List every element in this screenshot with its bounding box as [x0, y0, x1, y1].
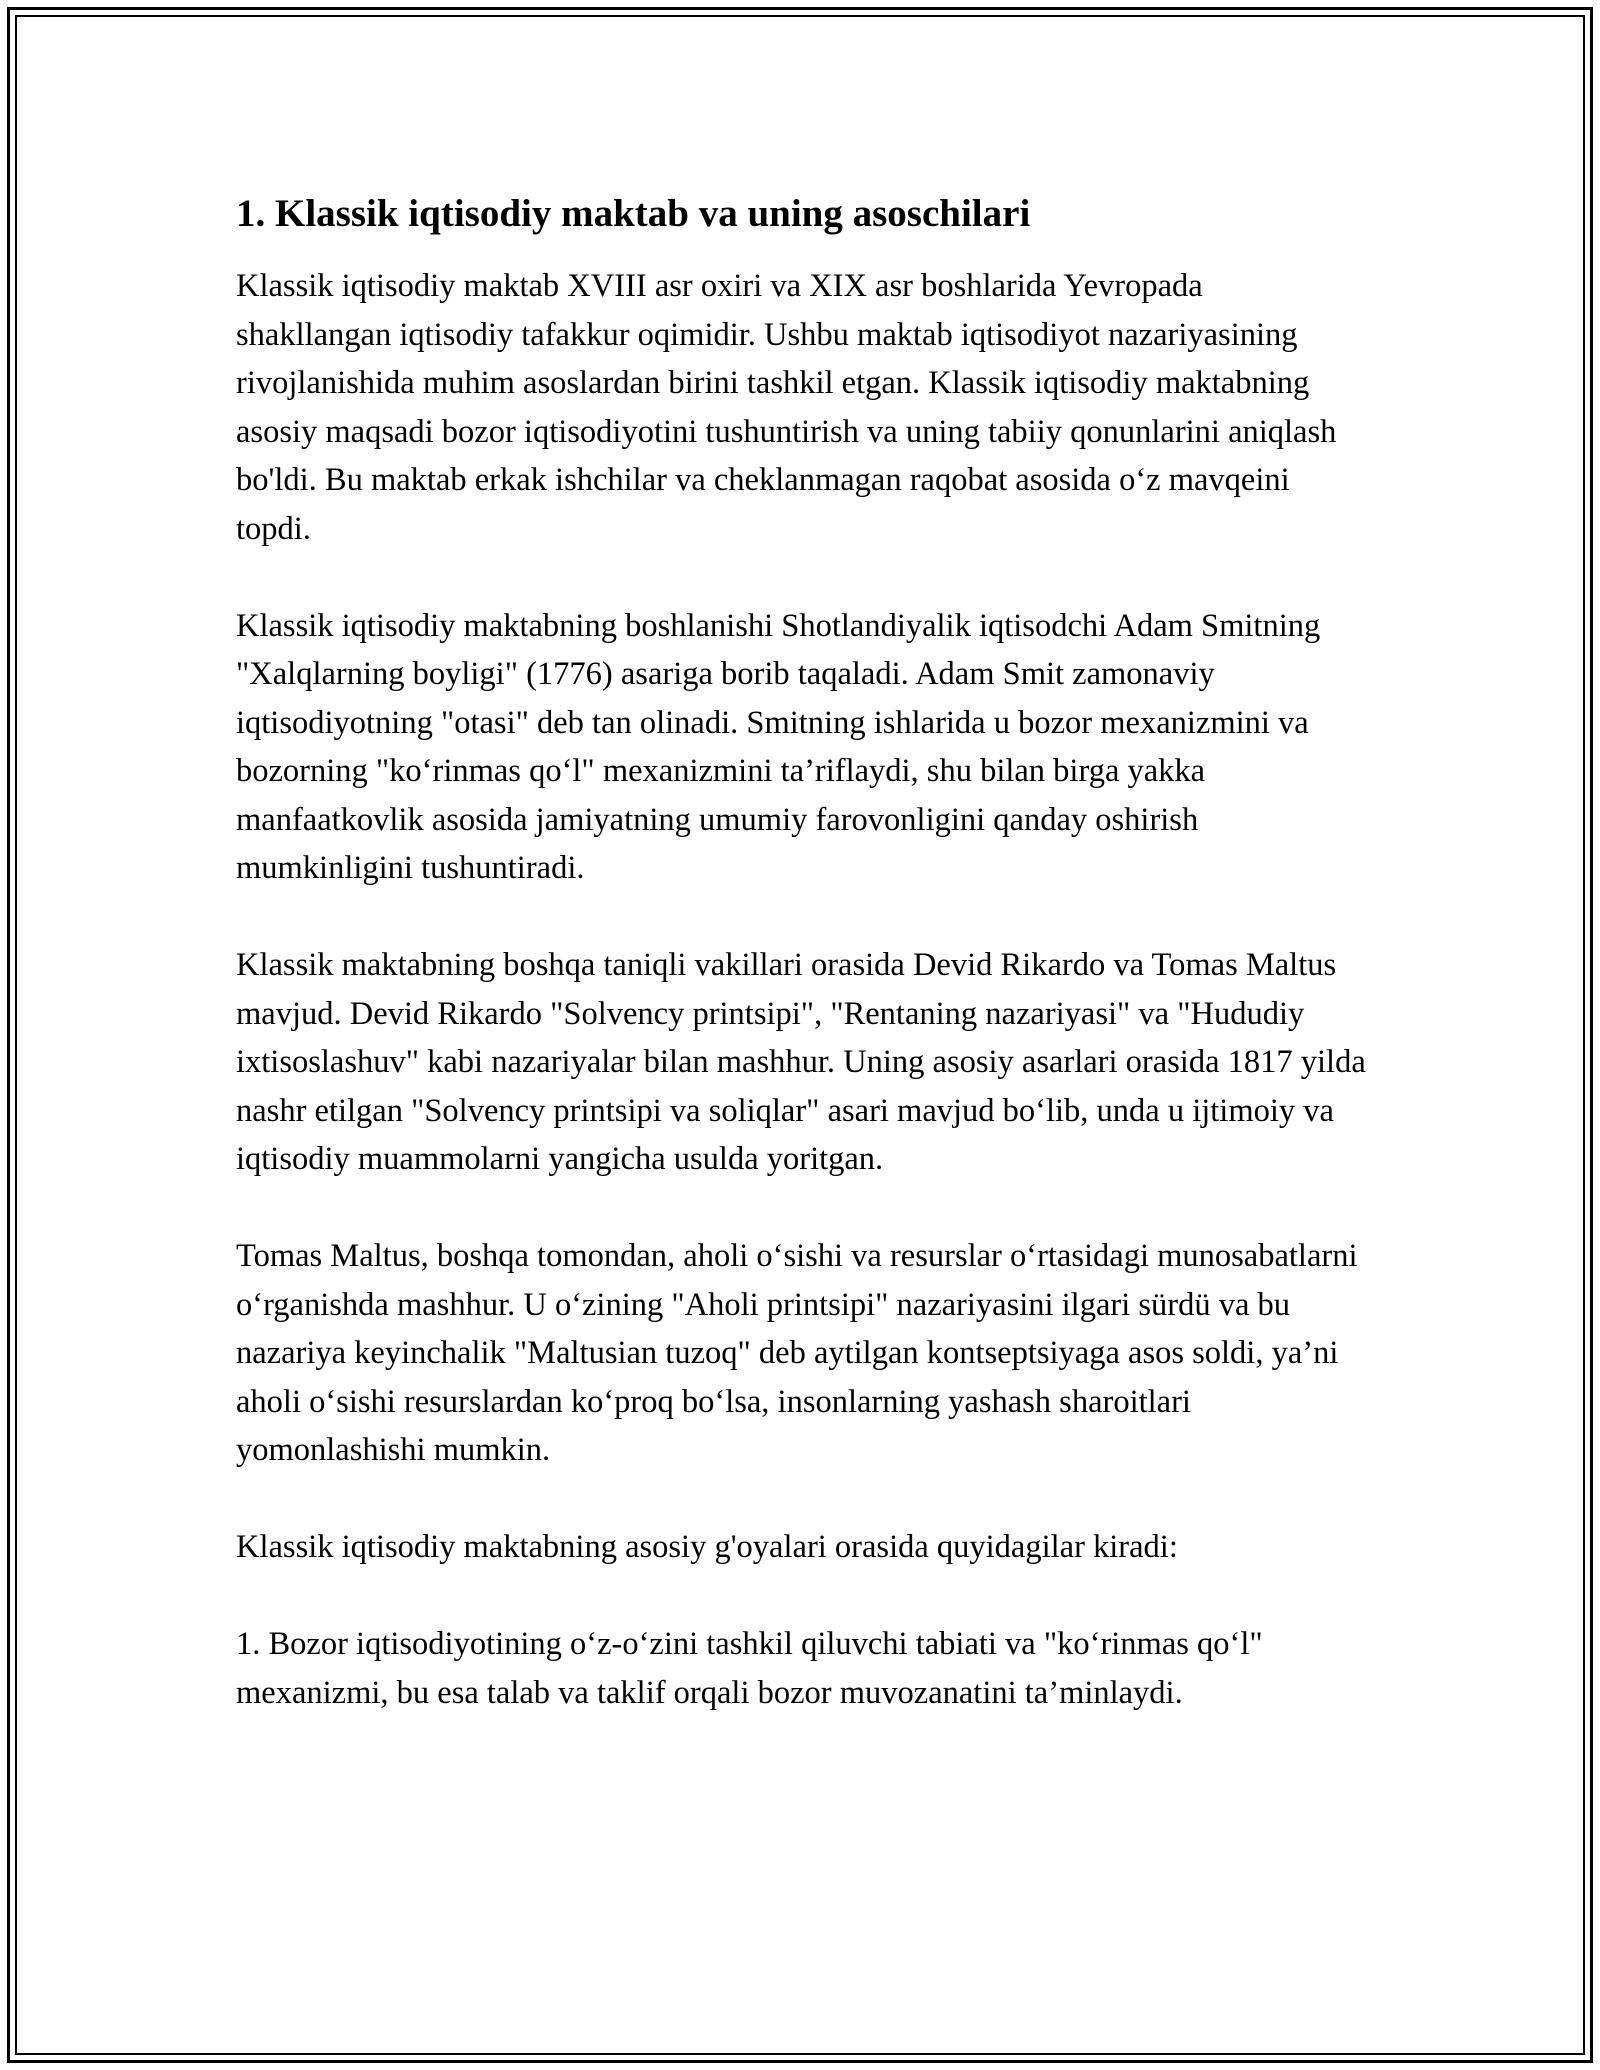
paragraph: Klassik iqtisodiy maktabning asosiy g'oyalari orasida quyidagilar kiradi: [236, 1529, 1178, 1565]
section-title: 1. Klassik iqtisodiy maktab va uning asoschilari [236, 192, 1031, 235]
paragraph: Klassik maktabning boshqa taniqli vakillari orasida Devid Rikardo va Tomas Maltus mavjud. Devid Rikardo "Solvency printsipi", "Rentaning nazariyasi" va "Hududiy ixtisoslashuv" kabi nazariyalar bilan mashhur. Uning asosiy asarlari orasida 1817 yilda nashr etilgan "Solvency printsipi va soliqlar" asari mavjud bo‘lib, unda u ijtimoiy va iqtisodiy muammolarni yangicha usulda yoritgan. [236, 947, 1366, 1177]
paragraph: Tomas Maltus, boshqa tomondan, aholi o‘sishi va resurslar o‘rtasidagi munosabatlarni o‘rganishda mashhur. U o‘zining "Aholi printsipi" nazariyasini ilgari sürdü va bu nazariya keyinchalik "Maltusian tuzoq" deb aytilgan kontseptsiyaga asos soldi, ya’ni aholi o‘sishi resurslardan ko‘proq bo‘lsa, insonlarning yashash sharoitlari yomonlashishi mumkin. [236, 1238, 1358, 1468]
paragraph: Klassik iqtisodiy maktab XVIII asr oxiri va XIX asr boshlarida Yevropada shakllangan iqtisodiy tafakkur oqimidir. Ushbu maktab iqtisodiyot nazariyasining rivojlanishida muhim asoslardan birini tashkil etgan. Klassik iqtisodiy maktabning asosiy maqsadi bozor iqtisodiyotini tushuntirish va uning tabiiy qonunlarini aniqlash bo'ldi. Bu maktab erkak ishchilar va cheklanmagan raqobat asosida o‘z mavqeini topdi. [236, 268, 1337, 547]
document-body [236, 186, 1366, 1717]
paragraph: Klassik iqtisodiy maktabning boshlanishi Shotlandiyalik iqtisodchi Adam Smitning "Xalqlarning boyligi" (1776) asariga borib taqaladi. Adam Smit zamonaviy iqtisodiyotning "otasi" deb tan olinadi. Smitning ishlarida u bozor mexanizmini va bozorning "ko‘rinmas qo‘l" mexanizmini ta’riflaydi, shu bilan birga yakka manfaatkovlik asosida jamiyatning umumiy farovonligini qanday oshirish mumkinligini tushuntiradi. [236, 607, 1321, 886]
list-item: 1. Bozor iqtisodiyotining o‘z-o‘zini tashkil qiluvchi tabiati va "ko‘rinmas qo‘l" mexanizmi, bu esa talab va taklif orqali bozor muvozanatini ta’minlaydi. [236, 1626, 1263, 1711]
